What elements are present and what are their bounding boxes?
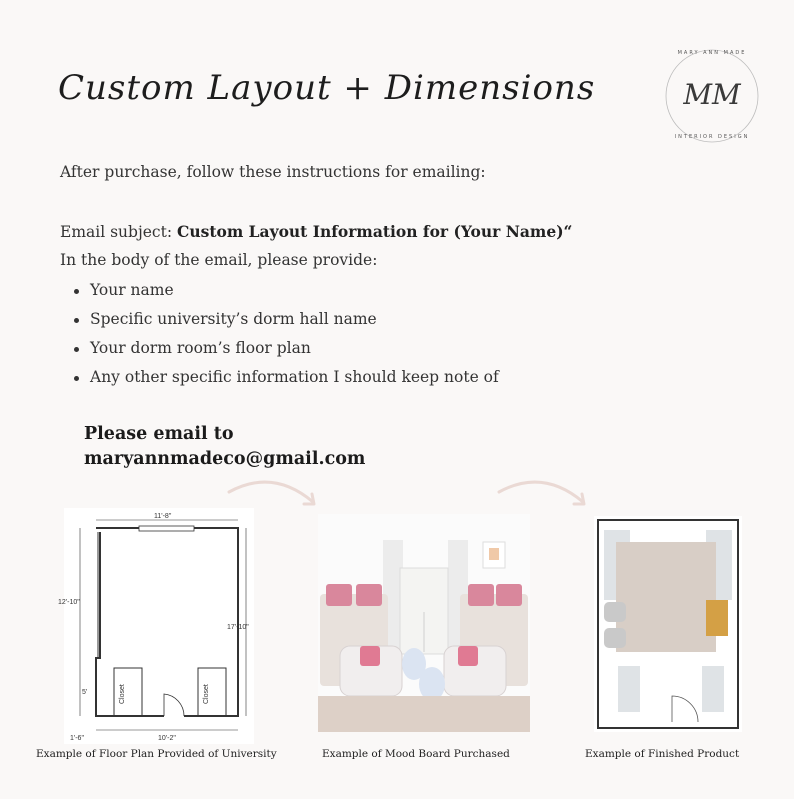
email-subject-label: Email subject: xyxy=(60,223,177,241)
instructions-intro: After purchase, follow these instructions for emailing: xyxy=(60,163,486,181)
mood-board-caption: Example of Mood Board Purchased xyxy=(322,748,510,760)
mood-board-image xyxy=(318,514,530,732)
page-title xyxy=(58,58,596,128)
required-info-list xyxy=(90,281,499,397)
logo-ring-top-text: MARY ANN MADE xyxy=(677,50,747,56)
curved-arrow-icon xyxy=(495,474,595,516)
closet-label: Closet xyxy=(203,684,210,704)
brand-logo xyxy=(662,46,762,146)
list-item: Your dorm room’s floor plan xyxy=(90,339,499,368)
dimension-label: 17'-10" xyxy=(227,624,249,631)
email-cta xyxy=(84,422,365,472)
dimension-label: 10'-2" xyxy=(158,735,176,742)
logo-monogram: MM xyxy=(683,78,741,111)
email-subject-line xyxy=(60,222,572,241)
list-item: Your name xyxy=(90,281,499,310)
list-item: Specific university’s dorm hall name xyxy=(90,310,499,339)
dimension-label: 11'-8" xyxy=(154,513,172,520)
cta-line: Please email to xyxy=(84,424,234,444)
finished-product-caption: Example of Finished Product xyxy=(585,748,740,760)
closet-label: Closet xyxy=(119,684,126,704)
dimension-label: 1'-6" xyxy=(70,735,84,742)
title-text: Custom Layout + Dimensions xyxy=(58,68,596,108)
email-subject-value: Custom Layout Information for (Your Name)“ xyxy=(177,222,573,241)
contact-email-link[interactable]: maryannmadeco@gmail.com xyxy=(84,449,366,469)
floor-plan-caption: Example of Floor Plan Provided of University xyxy=(36,748,277,760)
logo-ring-bottom-text: INTERIOR DESIGN xyxy=(674,134,750,140)
finished-layout-image xyxy=(594,516,742,732)
dimension-label: 12'-10" xyxy=(58,599,80,606)
list-item: Any other specific information I should keep note of xyxy=(90,368,499,397)
dimension-label: 5' xyxy=(82,689,88,696)
floor-plan-image xyxy=(58,508,254,744)
email-body-intro: In the body of the email, please provide: xyxy=(60,251,378,269)
